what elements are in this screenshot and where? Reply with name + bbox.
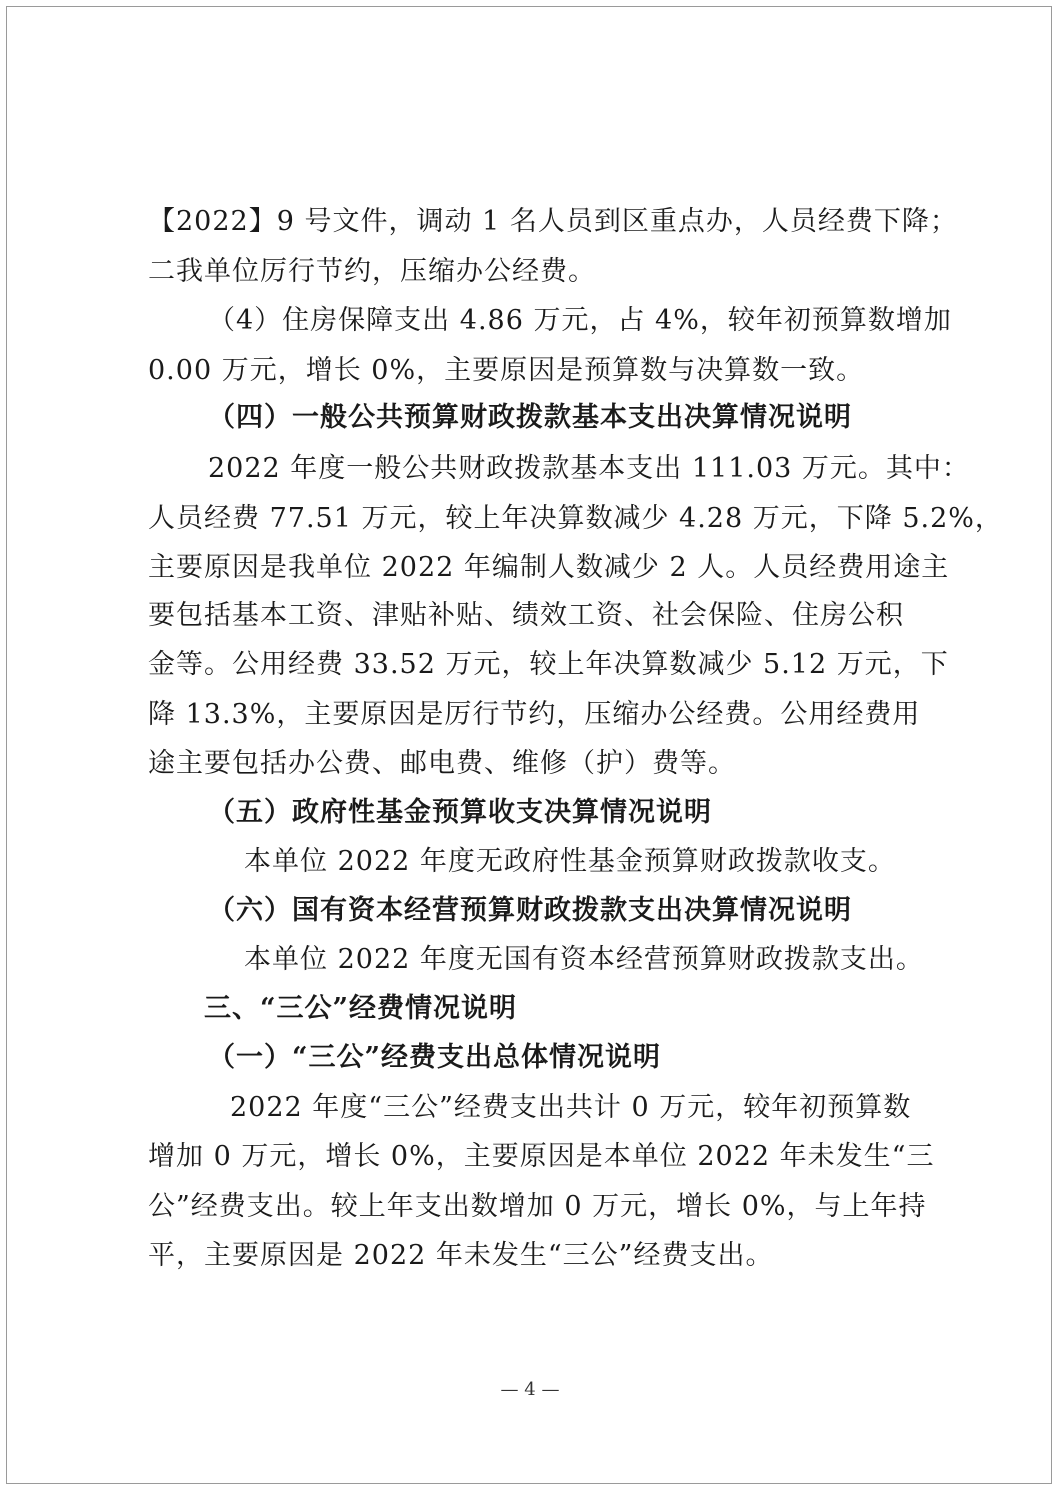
body-line: 0.00 万元，增长 0%，主要原因是预算数与决算数一致。 xyxy=(148,355,865,386)
body-line: 公”经费支出。较上年支出数增加 0 万元，增长 0%，与上年持 xyxy=(148,1191,927,1222)
section-heading: 三、“三公”经费情况说明 xyxy=(204,993,518,1024)
body-line: 增加 0 万元，增长 0%，主要原因是本单位 2022 年未发生“三 xyxy=(148,1141,935,1172)
section-heading: （一）“三公”经费支出总体情况说明 xyxy=(208,1042,662,1073)
body-line: 二我单位厉行节约，压缩办公经费。 xyxy=(148,256,596,287)
body-line: 【2022】9 号文件，调动 1 名人员到区重点办，人员经费下降； xyxy=(148,206,958,237)
body-line: 金等。公用经费 33.52 万元，较上年决算数减少 5.12 万元，下 xyxy=(148,649,949,680)
page-number: — 4 — xyxy=(500,1379,560,1400)
body-line: 途主要包括办公费、邮电费、维修（护）费等。 xyxy=(148,748,736,779)
body-line: 要包括基本工资、津贴补贴、绩效工资、社会保险、住房公积 xyxy=(148,600,904,631)
section-heading: （五）政府性基金预算收支决算情况说明 xyxy=(208,797,712,828)
section-heading: （六）国有资本经营预算财政拨款支出决算情况说明 xyxy=(208,895,852,926)
body-line: 2022 年度“三公”经费支出共计 0 万元，较年初预算数 xyxy=(230,1092,912,1123)
body-line: 2022 年度一般公共财政拨款基本支出 111.03 万元。其中： xyxy=(208,453,970,484)
body-line: 本单位 2022 年度无国有资本经营预算财政拨款支出。 xyxy=(244,944,924,975)
body-line: 人员经费 77.51 万元，较上年决算数减少 4.28 万元，下降 5.2%， xyxy=(148,503,1003,534)
section-heading: （四）一般公共预算财政拨款基本支出决算情况说明 xyxy=(208,402,852,433)
body-line: 主要原因是我单位 2022 年编制人数减少 2 人。人员经费用途主 xyxy=(148,552,950,583)
body-line: 平，主要原因是 2022 年未发生“三公”经费支出。 xyxy=(148,1240,774,1271)
body-line: （4）住房保障支出 4.86 万元，占 4%，较年初预算数增加 xyxy=(208,305,952,336)
body-line: 本单位 2022 年度无政府性基金预算财政拨款收支。 xyxy=(244,846,896,877)
body-line: 降 13.3%，主要原因是厉行节约，压缩办公经费。公用经费用 xyxy=(148,699,921,730)
